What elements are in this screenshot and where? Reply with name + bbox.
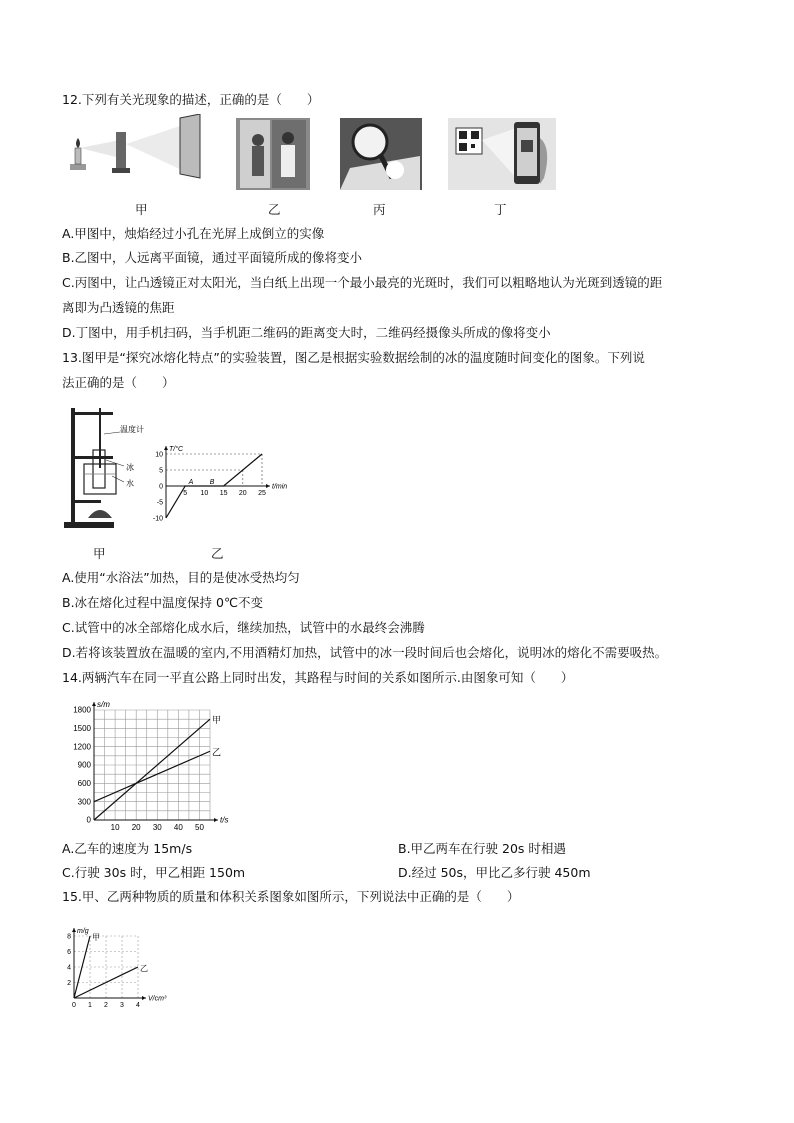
x-tick-label-1: 1 — [88, 1002, 92, 1009]
q14-stem: 14.两辆汽车在同一平直公路上同时出发，其路程与时间的关系如图所示.由图象可知（ ） — [62, 670, 574, 685]
x-tick-label-40: 40 — [173, 823, 183, 832]
q12-figure-bing — [340, 118, 422, 190]
q13-label-jia: 甲 — [93, 546, 106, 561]
x-tick-label-10: 10 — [110, 823, 120, 832]
q12-option-b: B.乙图中，人远离平面镜，通过平面镜所成的像将变小 — [62, 250, 363, 265]
x-tick-label-15: 15 — [219, 490, 228, 497]
y-tick-label-0: 0 — [86, 815, 91, 825]
q12-option-a: A.甲图中，烛焰经过小孔在光屏上成倒立的实像 — [62, 226, 325, 241]
x-tick-label-5: 5 — [183, 490, 188, 497]
y-tick-label-1200: 1200 — [73, 742, 91, 752]
y-axis-arrow — [72, 928, 76, 932]
x-axis-arrow — [142, 996, 146, 1000]
series-label-2: 乙 — [212, 747, 222, 758]
q13-option-c: C.试管中的冰全部熔化成水后，继续加热，试管中的水最终会沸腾 — [62, 620, 425, 635]
x-tick-label-50: 50 — [195, 823, 204, 832]
q12-option-d: D.丁图中，用手机扫码，当手机距二维码的距离变大时，二维码经摄像头所成的像将变小 — [62, 325, 551, 340]
y-axis-label: s/m — [97, 700, 110, 709]
series-label-1: 甲 — [92, 933, 100, 942]
x-axis-label: V/cm³ — [148, 995, 167, 1003]
x-tick-label-10: 10 — [200, 490, 209, 497]
q12-figure-yi — [236, 118, 310, 190]
q13-stem-line2: 法正确的是（ ） — [62, 375, 175, 390]
y-tick-label-900: 900 — [77, 760, 91, 770]
q13-apparatus-figure — [60, 404, 152, 530]
point-label-B: B — [209, 479, 215, 486]
x-tick-label-20: 20 — [131, 823, 141, 832]
q12-label-ding: 丁 — [494, 202, 507, 217]
q13-stem-line1: 13.图甲是“探究冰熔化特点”的实验装置，图乙是根据实验数据绘制的冰的温度随时间变化的图象。下列说 — [62, 350, 645, 365]
q13-option-d: D.若将该装置放在温暖的室内,不用酒精灯加热，试管中的冰一段时间后也会熔化，说明冰的熔化不需要吸热。 — [62, 645, 668, 660]
ice-label: 冰 — [126, 463, 134, 472]
series-label-1: 甲 — [212, 715, 222, 726]
x-tick-label-2: 2 — [104, 1002, 108, 1009]
q15-stem: 15.甲、乙两种物质的质量和体积关系图象如图所示，下列说法中正确的是（ ） — [62, 889, 520, 904]
y-tick-label--10: -10 — [152, 515, 163, 523]
x-tick-label-0: 0 — [72, 1002, 76, 1009]
y-tick-label-6: 6 — [67, 948, 71, 956]
distance-time-chart — [60, 694, 236, 834]
y-tick-label-4: 4 — [67, 964, 71, 972]
x-tick-label-20: 20 — [238, 490, 247, 497]
series-label-2: 乙 — [140, 964, 148, 973]
q12-label-jia: 甲 — [135, 202, 148, 217]
q12-label-bing: 丙 — [373, 202, 386, 217]
y-tick-label-600: 600 — [77, 779, 91, 788]
y-tick-label-0: 0 — [159, 483, 163, 491]
q12-label-yi: 乙 — [268, 202, 281, 217]
q12-figure-jia — [62, 114, 222, 186]
y-tick-label-1800: 1800 — [73, 705, 91, 715]
x-axis-arrow — [266, 484, 270, 488]
q14-option-b: B.甲乙两车在行驶 20s 时相遇 — [398, 841, 566, 856]
water-label: 水 — [126, 479, 134, 488]
x-tick-label-25: 25 — [258, 490, 266, 497]
y-tick-label-1500: 1500 — [73, 724, 91, 733]
y-axis-arrow — [92, 702, 96, 706]
q12-option-c: C.丙图中，让凸透镜正对太阳光，当白纸上出现一个最小最亮的光斑时，我们可以粗略地认为光斑到透镜的距 — [62, 275, 663, 290]
melt-temperature-chart — [150, 438, 292, 534]
x-axis-arrow — [214, 818, 218, 822]
q12-option-c-cont: 离即为凸透镜的焦距 — [62, 300, 175, 315]
x-tick-label-3: 3 — [120, 1002, 124, 1009]
q14-option-c: C.行驶 30s 时，甲乙相距 150m — [62, 865, 246, 880]
y-tick-label-10: 10 — [155, 451, 163, 459]
y-axis-arrow — [164, 446, 168, 450]
y-tick-label-5: 5 — [159, 467, 163, 475]
q13-option-b: B.冰在熔化过程中温度保持 0℃不变 — [62, 595, 264, 610]
point-label-A: A — [188, 479, 194, 486]
mass-volume-chart — [60, 914, 184, 1010]
y-tick-label-300: 300 — [77, 797, 91, 807]
q12-figure-ding — [448, 118, 556, 190]
q14-option-a: A.乙车的速度为 15m/s — [62, 841, 193, 856]
y-tick-label-2: 2 — [67, 979, 71, 987]
y-axis-label: m/g — [77, 928, 89, 935]
y-axis-label: T/°C — [169, 446, 184, 453]
x-axis-label: t/s — [220, 815, 229, 825]
y-tick-label--5: -5 — [156, 499, 163, 507]
q13-label-yi: 乙 — [211, 546, 224, 561]
q14-option-d: D.经过 50s，甲比乙多行驶 450m — [398, 865, 591, 880]
series-line-1 — [94, 719, 210, 820]
x-axis-label: t/min — [272, 483, 288, 491]
y-tick-label-8: 8 — [67, 933, 71, 941]
q13-option-a: A.使用“水浴法”加热，目的是使冰受热均匀 — [62, 570, 300, 585]
x-tick-label-4: 4 — [136, 1002, 140, 1009]
series-line-2 — [94, 751, 210, 801]
x-tick-label-30: 30 — [152, 823, 162, 832]
thermometer-label: 温度计 — [120, 425, 144, 434]
q12-stem: 12.下列有关光现象的描述，正确的是（ ） — [62, 92, 320, 107]
